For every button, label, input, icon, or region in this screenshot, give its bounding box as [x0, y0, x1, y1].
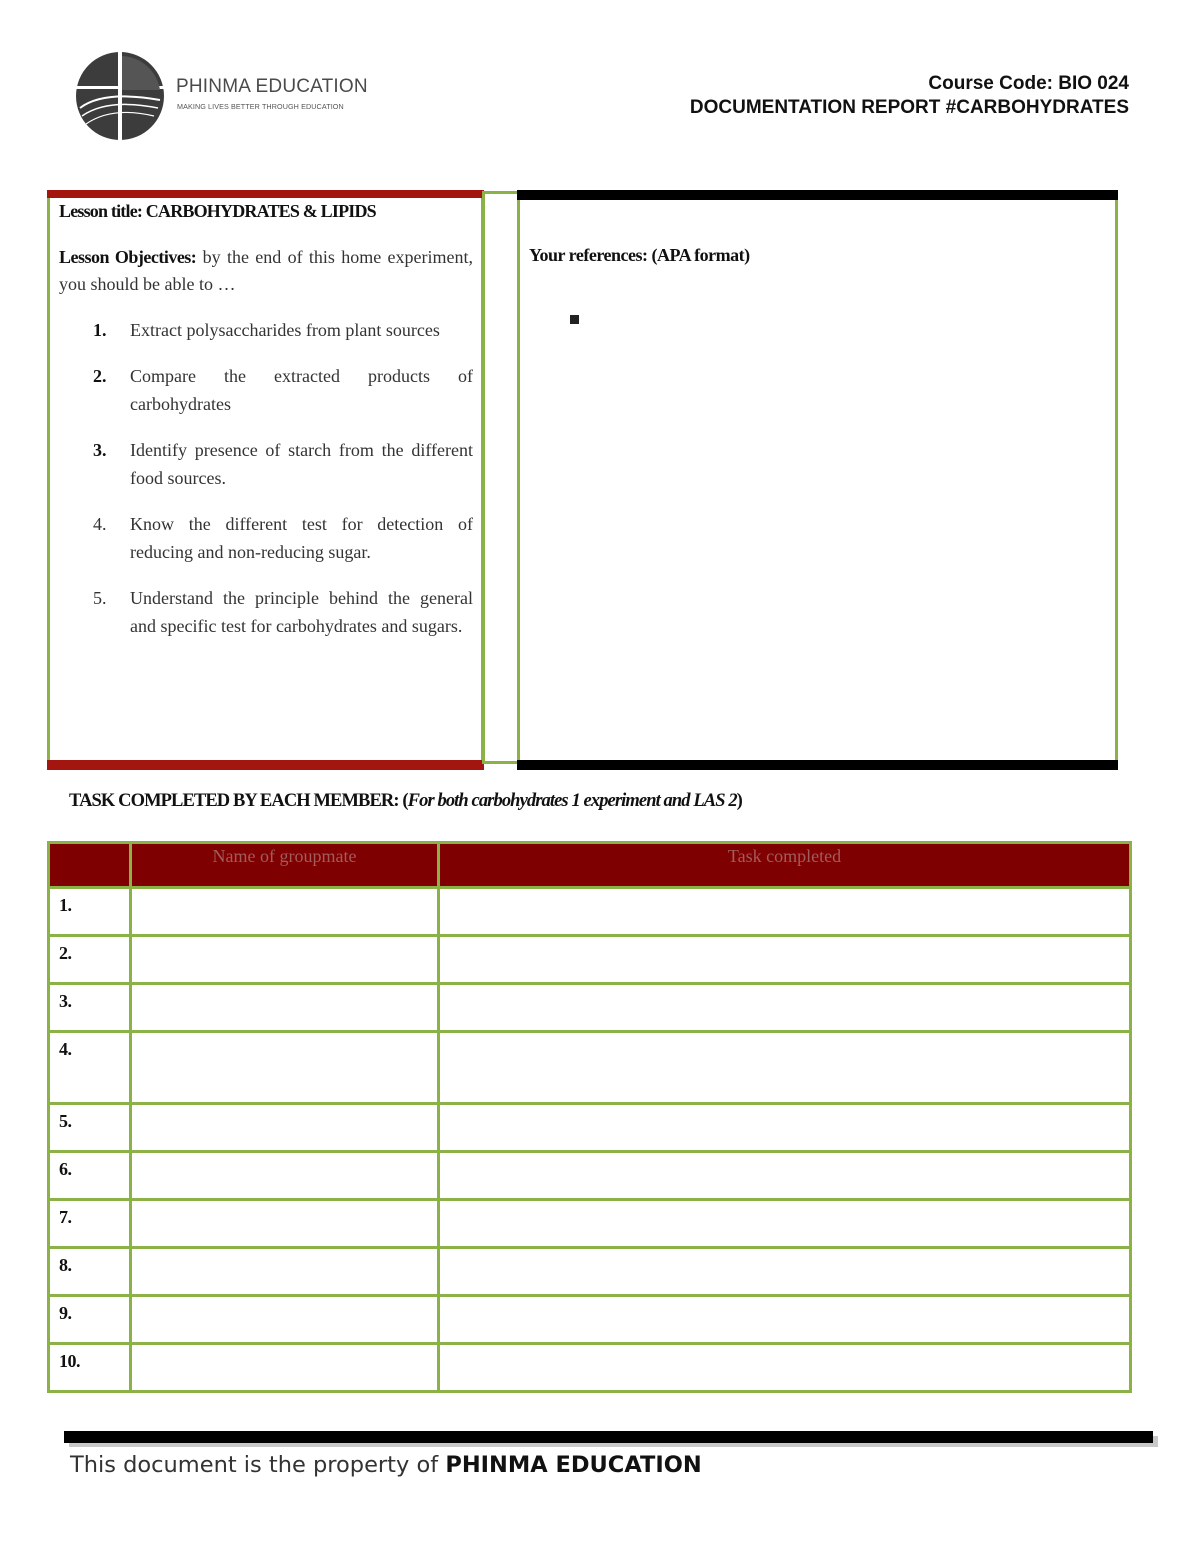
objective-item — [59, 363, 473, 418]
task-completed-cell[interactable] — [439, 1104, 1131, 1152]
document-header — [690, 72, 1129, 120]
table-row — [49, 1032, 1131, 1104]
objectives-list — [59, 317, 473, 641]
footer-property-notice — [70, 1452, 702, 1478]
row-number: 9. — [49, 1296, 131, 1344]
task-heading-close: ) — [736, 791, 742, 811]
task-completed-cell[interactable] — [439, 936, 1131, 984]
task-completed-cell[interactable] — [439, 1344, 1131, 1392]
task-heading-bold: TASK COMPLETED BY EACH MEMBER: ( — [69, 791, 408, 811]
objective-number: 5. — [93, 588, 107, 608]
task-completed-cell[interactable] — [439, 1248, 1131, 1296]
objective-item — [59, 511, 473, 566]
table-row — [49, 1152, 1131, 1200]
task-completed-cell[interactable] — [439, 984, 1131, 1032]
report-title: DOCUMENTATION REPORT #CARBOHYDRATES — [689, 97, 1129, 118]
table-row — [49, 1104, 1131, 1152]
references-box-bottom-border — [517, 760, 1118, 770]
col-name-header: Name of groupmate — [131, 843, 439, 888]
objective-number: 4. — [93, 514, 107, 534]
table-row — [49, 888, 1131, 936]
groupmate-name-cell[interactable] — [131, 1200, 439, 1248]
task-completed-cell[interactable] — [439, 1296, 1131, 1344]
groupmate-name-cell[interactable] — [131, 1296, 439, 1344]
objective-text: Identify presence of starch from the different food sources. — [130, 440, 473, 488]
row-number: 5. — [49, 1104, 131, 1152]
objective-item — [59, 585, 473, 640]
objective-number: 1. — [93, 319, 107, 340]
objective-item — [59, 437, 473, 492]
table-row — [49, 936, 1131, 984]
objective-text: Compare the extracted products of carbohydrates — [130, 366, 473, 414]
objectives-label: Lesson Objectives: — [59, 246, 197, 267]
table-row — [49, 1200, 1131, 1248]
objective-number: 3. — [93, 440, 107, 460]
objectives-intro: by the end of this home experiment, you should be able to … — [59, 246, 474, 294]
row-number: 2. — [49, 936, 131, 984]
task-heading — [69, 791, 742, 812]
row-number: 8. — [49, 1248, 131, 1296]
task-completed-cell[interactable] — [439, 1032, 1131, 1104]
objective-text: Understand the principle behind the general and specific test for carbohydrates and sugars. — [130, 588, 473, 636]
groupmate-name-cell[interactable] — [131, 1104, 439, 1152]
groupmate-name-cell[interactable] — [131, 1344, 439, 1392]
table-header-row — [49, 843, 1131, 888]
groupmate-name-cell[interactable] — [131, 1032, 439, 1104]
square-bullet-icon[interactable] — [570, 315, 579, 324]
objective-number: 2. — [93, 366, 107, 386]
row-number: 3. — [49, 984, 131, 1032]
objectives-box-top-border — [47, 190, 484, 198]
groupmate-name-cell[interactable] — [131, 888, 439, 936]
row-number: 10. — [49, 1344, 131, 1392]
col-task-header: Task completed — [439, 843, 1131, 888]
phinma-globe-logo-icon — [74, 50, 166, 142]
table-row — [49, 1344, 1131, 1392]
task-heading-italic: For both carbohydrates 1 experiment and LAS 2 — [407, 791, 737, 811]
course-code: Course Code: BIO 024 — [928, 73, 1129, 94]
groupmate-name-cell[interactable] — [131, 1248, 439, 1296]
objective-text: Extract polysaccharides from plant sources — [130, 319, 440, 340]
groupmate-name-cell[interactable] — [131, 1152, 439, 1200]
footer-prefix: This document is the property of — [70, 1452, 446, 1478]
footer-bar — [64, 1431, 1153, 1443]
column-separator — [482, 191, 520, 764]
objective-item — [59, 317, 473, 345]
task-table — [47, 841, 1132, 1393]
table-row — [49, 1296, 1131, 1344]
objective-text: Know the different test for detection of reducing and non-reducing sugar. — [130, 514, 473, 562]
lesson-content — [59, 198, 473, 659]
table-row — [49, 1248, 1131, 1296]
row-number: 6. — [49, 1152, 131, 1200]
groupmate-name-cell[interactable] — [131, 984, 439, 1032]
task-completed-cell[interactable] — [439, 1200, 1131, 1248]
references-box-top-border — [517, 190, 1118, 200]
footer-brand: PHINMA EDUCATION — [445, 1452, 702, 1478]
col-number-header — [49, 843, 131, 888]
row-number: 7. — [49, 1200, 131, 1248]
references-box — [517, 191, 1118, 770]
task-completed-cell[interactable] — [439, 888, 1131, 936]
phinma-logo — [74, 50, 394, 145]
brand-name: PHINMA EDUCATION — [176, 76, 368, 97]
groupmate-name-cell[interactable] — [131, 936, 439, 984]
lesson-objectives — [59, 244, 473, 299]
row-number: 1. — [49, 888, 131, 936]
lesson-title: Lesson title: CARBOHYDRATES & LIPIDS — [59, 201, 376, 221]
table-row — [49, 984, 1131, 1032]
row-number: 4. — [49, 1032, 131, 1104]
brand-tagline: MAKING LIVES BETTER THROUGH EDUCATION — [177, 102, 344, 111]
task-completed-cell[interactable] — [439, 1152, 1131, 1200]
objectives-box-bottom-border — [47, 760, 484, 770]
references-label: Your references: (APA format) — [529, 245, 750, 265]
